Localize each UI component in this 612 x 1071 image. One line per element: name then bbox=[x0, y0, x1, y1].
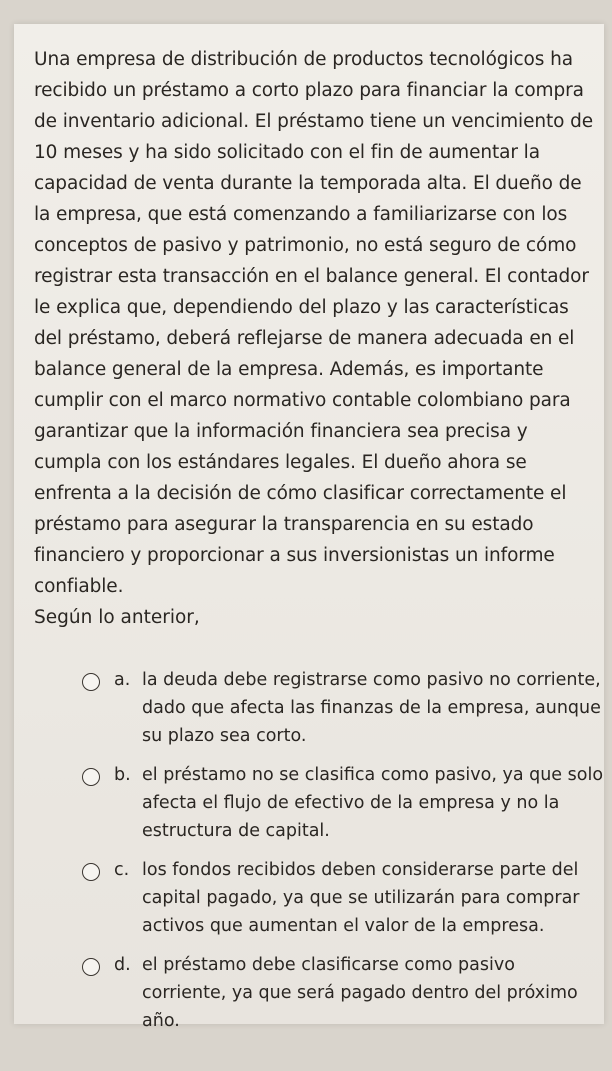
option-b[interactable] bbox=[74, 761, 604, 845]
radio-button-a[interactable] bbox=[82, 673, 100, 691]
radio-button-b[interactable] bbox=[82, 768, 100, 786]
option-text: el préstamo debe clasificarse como pasivo corriente, ya que será pagado dentro del próximo año. bbox=[142, 955, 578, 1031]
option-letter: c. bbox=[114, 860, 130, 880]
option-letter: b. bbox=[114, 765, 131, 785]
option-text: los fondos recibidos deben considerarse parte del capital pagado, ya que se utilizarán para comprar activos que aumentan el valor de la empresa. bbox=[142, 860, 580, 936]
radio-button-d[interactable] bbox=[82, 958, 100, 976]
option-a[interactable] bbox=[74, 666, 604, 750]
question-text: Una empresa de distribución de productos tecnológicos ha recibido un préstamo a corto plazo para financiar la compra de inventario adicional. El préstamo tiene un vencimiento de 10 meses y ha sido solicitado con el fin de aumentar la capacidad de venta durante la temporada alta. El dueño de la empresa, que está comenzando a familiarizarse con los conceptos de pasivo y patrimonio, no está seguro de cómo registrar esta transacción en el balance general. El contador le explica que, dependiendo del plazo y las características del préstamo, deberá reflejarse de manera adecuada en el balance general de la empresa. Además, es importante cumplir con el marco normativo contable colombiano para garantizar que la información financiera sea precisa y cumpla con los estándares legales. El dueño ahora se enfrenta a la decisión de cómo clasificar correctamente el préstamo para asegurar la transparencia en su estado financiero y proporcionar a sus inversionistas un informe confiable. bbox=[34, 49, 594, 597]
option-d[interactable] bbox=[74, 951, 604, 1035]
option-c[interactable] bbox=[74, 856, 604, 940]
answer-options bbox=[74, 666, 604, 1046]
option-text: la deuda debe registrarse como pasivo no corriente, dado que afecta las finanzas de la empresa, aunque su plazo sea corto. bbox=[142, 670, 601, 746]
question-prompt: Según lo anterior, bbox=[34, 607, 200, 628]
question-card bbox=[14, 24, 604, 1031]
option-letter: a. bbox=[114, 670, 131, 690]
option-text: el préstamo no se clasifica como pasivo, ya que solo afecta el flujo de efectivo de la empresa y no la estructura de capital. bbox=[142, 765, 604, 841]
radio-button-c[interactable] bbox=[82, 863, 100, 881]
option-letter: d. bbox=[114, 955, 131, 975]
